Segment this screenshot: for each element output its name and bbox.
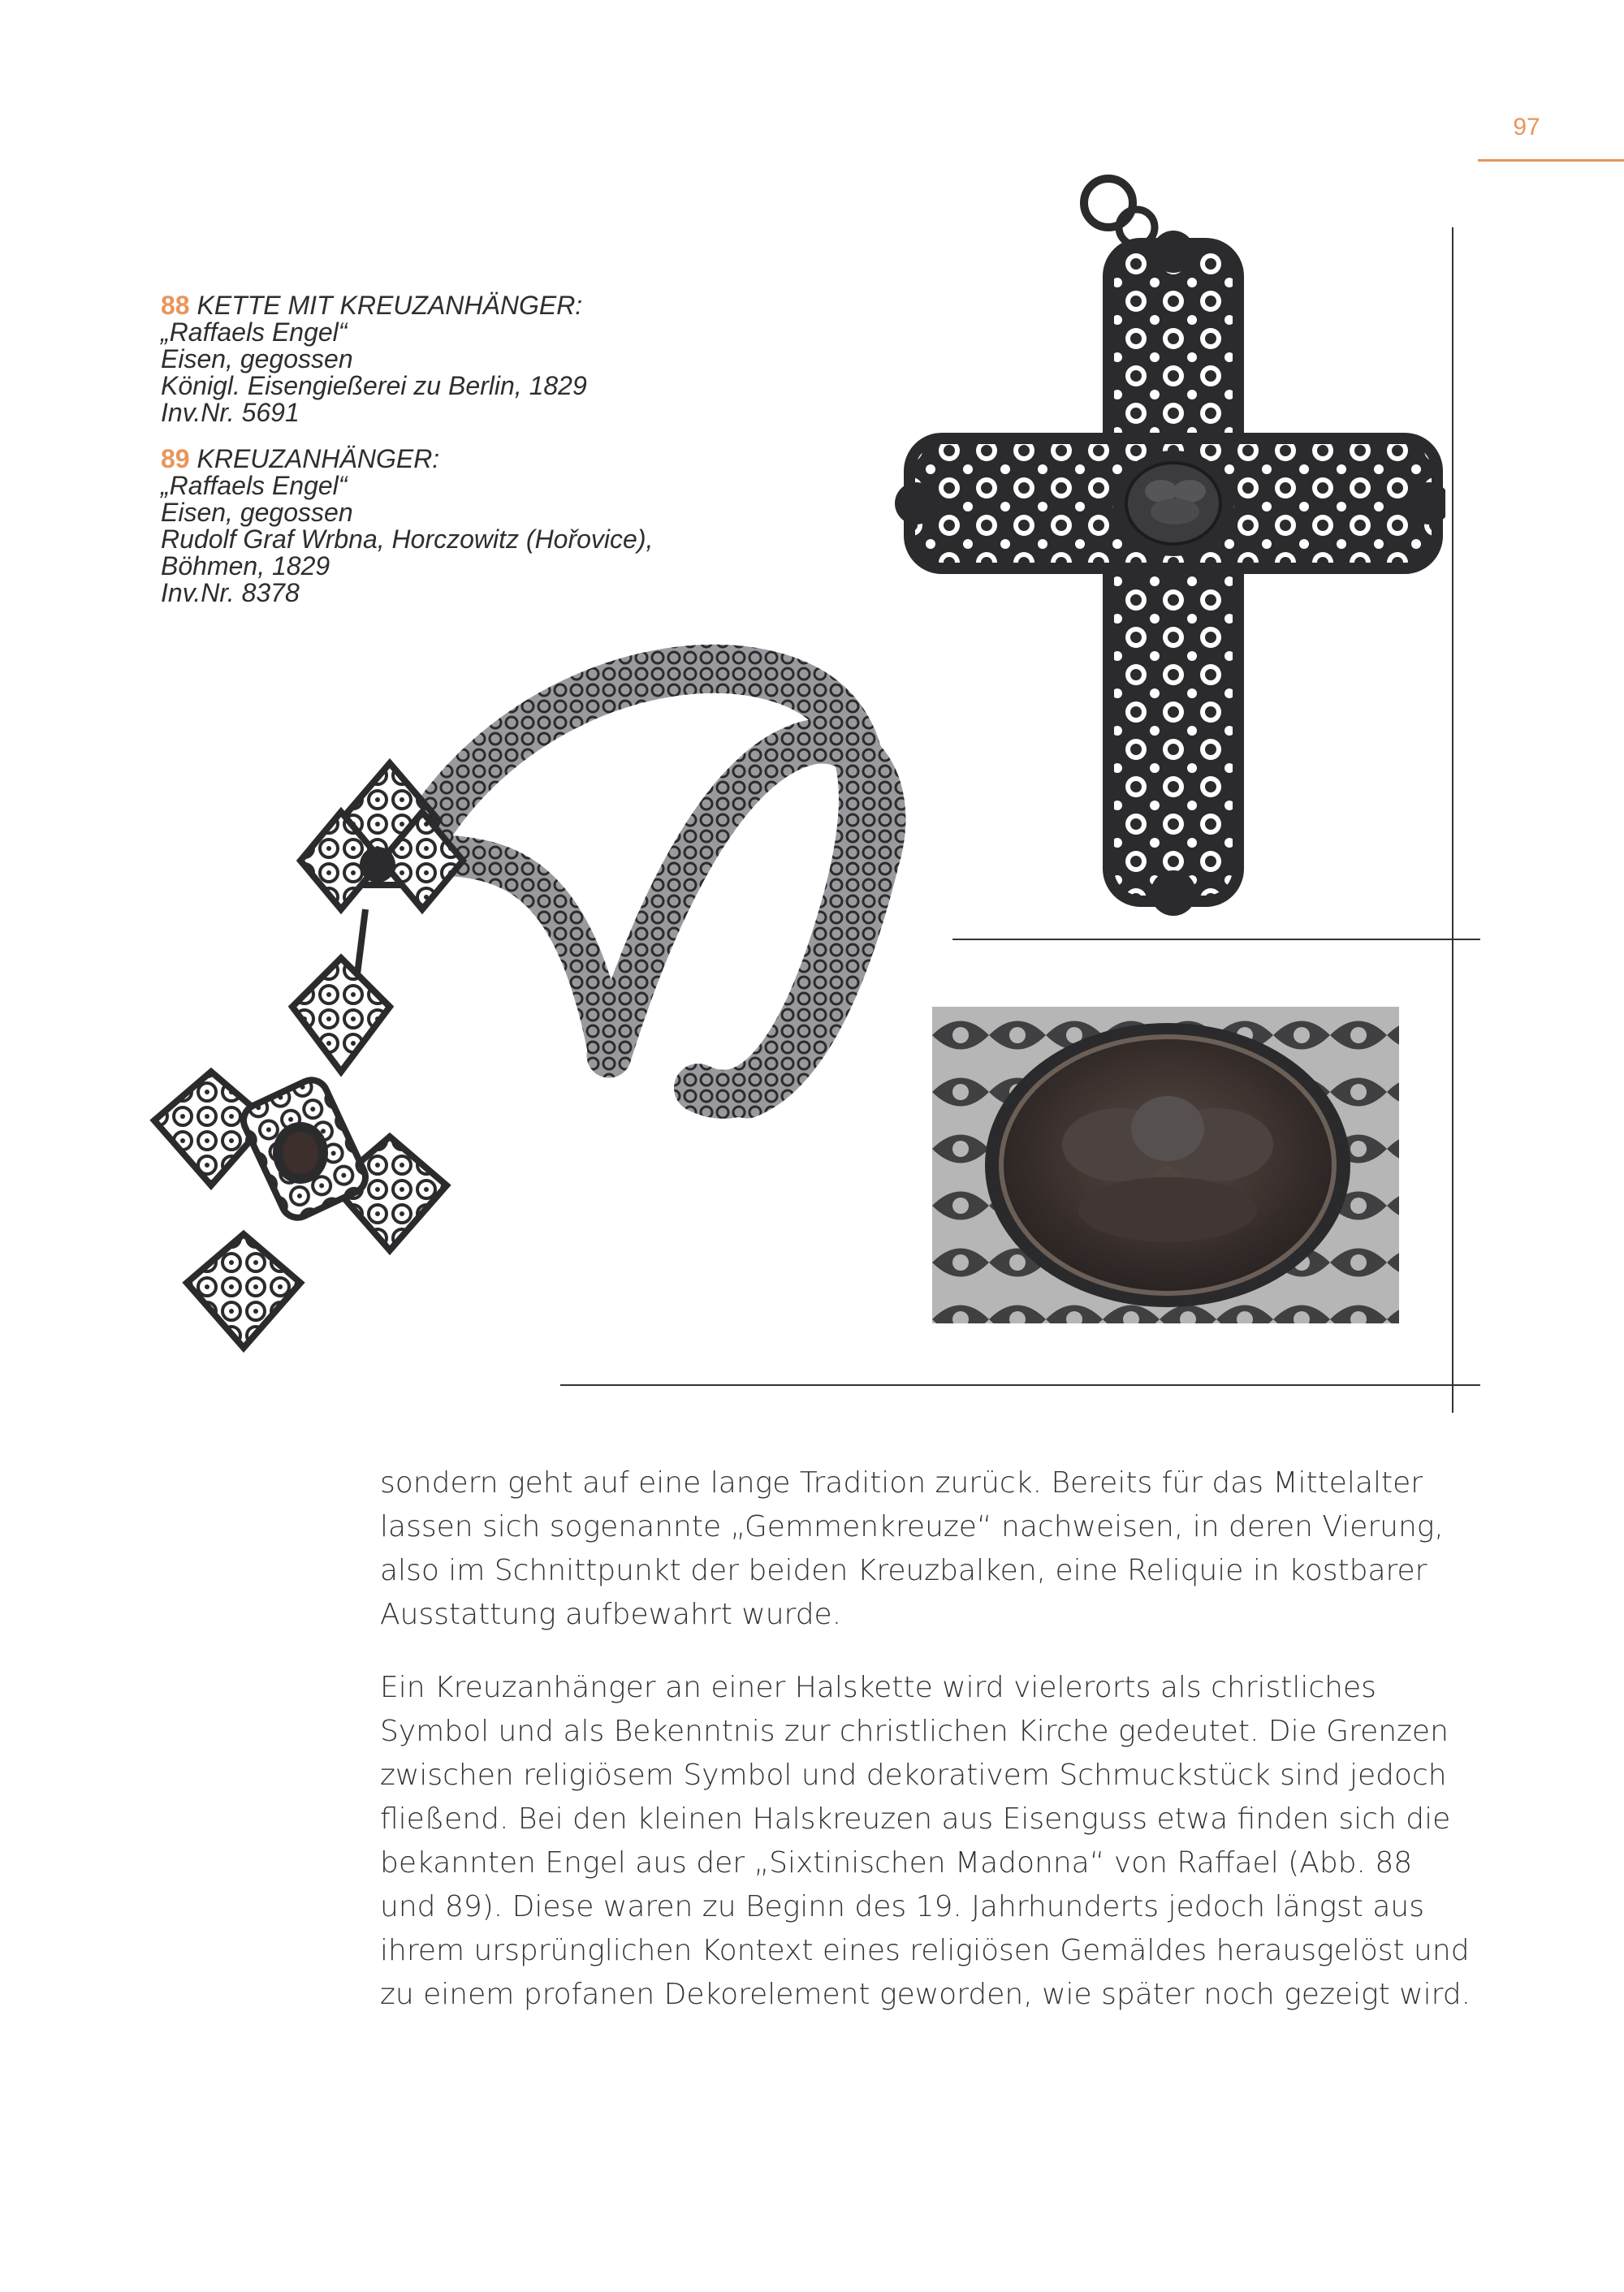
caption-88-heading (161, 292, 729, 319)
cross-pendant-image (893, 170, 1445, 917)
text-line: ihrem ursprünglichen Kontext eines religiösen Gemäldes herausgelöst und (380, 1934, 1470, 1967)
caption-line: Eisen, gegossen (161, 344, 353, 373)
caption-title: KREUZANHÄNGER: (197, 444, 440, 473)
caption-line: „Raffaels Engel“ (161, 317, 348, 347)
caption-title: KETTE MIT KREUZANHÄNGER: (197, 291, 583, 320)
page-number-rule (1478, 159, 1624, 162)
text-line: Symbol und als Bekenntnis zur christlichen Kirche gedeutet. Die Grenzen (380, 1715, 1449, 1748)
caption-line: Königl. Eisengießerei zu Berlin, 1829 (161, 371, 587, 400)
chain-with-cross-image (146, 617, 974, 1388)
caption-line: Eisen, gegossen (161, 498, 353, 527)
text-line: lassen sich sogenannte „Gemmenkreuze“ nachweisen, in deren Vierung, (380, 1510, 1444, 1543)
medallion-detail-image (932, 1007, 1399, 1323)
text-line: Ausstattung aufbewahrt wurde. (380, 1598, 842, 1631)
caption-line: Inv.Nr. 8378 (161, 578, 300, 607)
text-line: zwischen religiösem Symbol und dekorativem Schmuckstück sind jedoch (380, 1759, 1447, 1792)
caption-number: 88 (161, 291, 190, 320)
caption-88 (161, 292, 729, 426)
text-line: und 89). Diese waren zu Beginn des 19. Jahrhunderts jedoch längst aus (380, 1890, 1424, 1923)
frame-rule-horizontal-middle (952, 939, 1480, 940)
text-line: zu einem profanen Dekorelement geworden, wie später noch gezeigt wird. (380, 1978, 1471, 2011)
text-line: sondern geht auf eine lange Tradition zurück. Bereits für das Mittelalter (380, 1466, 1423, 1500)
page-number: 97 (1513, 114, 1540, 140)
paragraph-1 (380, 1461, 1452, 1637)
frame-rule-vertical (1452, 227, 1453, 1413)
filigree-cross (154, 958, 447, 1348)
photo-chain-with-cross (146, 617, 974, 1388)
caption-line: Böhmen, 1829 (161, 551, 330, 581)
caption-line: Inv.Nr. 5691 (161, 398, 300, 427)
photo-cross-pendant (893, 170, 1445, 917)
caption-line: Rudolf Graf Wrbna, Horczowitz (Hořovice), (161, 524, 654, 554)
body-text (380, 1461, 1471, 2046)
paragraph-2 (380, 1666, 1471, 2017)
text-line: also im Schnittpunkt der beiden Kreuzbalken, eine Reliquie in kostbarer (380, 1554, 1427, 1587)
text-line: fließend. Bei den kleinen Halskreuzen aus Eisenguss etwa finden sich die (380, 1802, 1451, 1836)
caption-number: 89 (161, 444, 190, 473)
text-line: bekannten Engel aus der „Sixtinischen Madonna“ von Raffael (Abb. 88 (380, 1846, 1413, 1880)
caption-89 (161, 446, 729, 606)
caption-line: „Raffaels Engel“ (161, 471, 348, 500)
photo-medallion-detail (932, 1007, 1399, 1323)
text-line: Ein Kreuzanhänger an einer Halskette wird vielerorts als christliches (380, 1671, 1376, 1704)
figure-captions (161, 292, 729, 626)
caption-89-heading (161, 446, 729, 473)
